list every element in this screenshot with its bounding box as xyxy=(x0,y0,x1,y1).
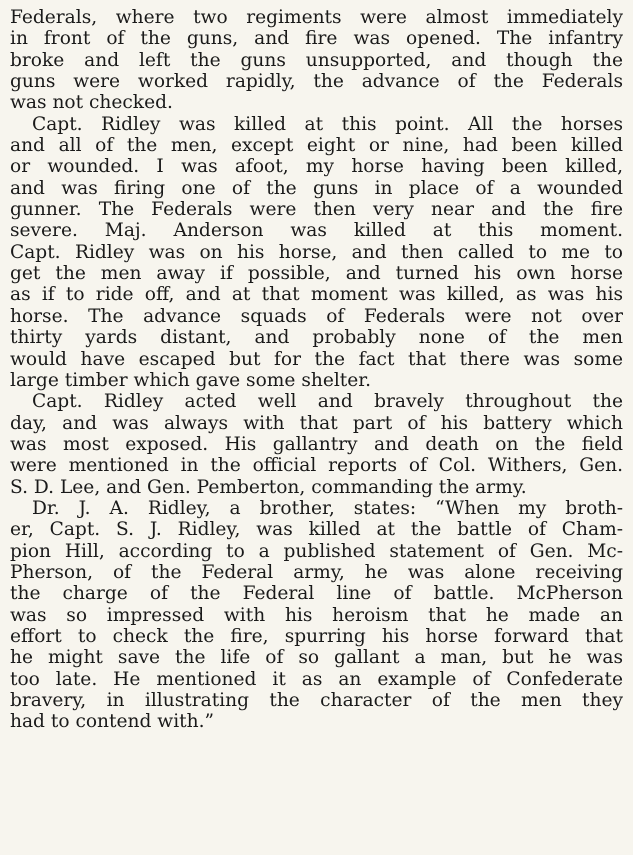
text-line: and was firing one of the guns in place of a wounded xyxy=(10,177,623,199)
text-line: gunner. The Federals were then very near and the fire xyxy=(10,199,623,221)
paragraph xyxy=(10,7,623,114)
text-line: pion Hill, according to a published statement of Gen. Mc- xyxy=(10,540,623,562)
text-line: was so impressed with his heroism that he made an xyxy=(10,604,623,626)
text-line: S. D. Lee, and Gen. Pemberton, commanding the army. xyxy=(10,476,527,498)
text-line: Pherson, of the Federal army, he was alone receiving xyxy=(10,561,623,583)
text-line: horse. The advance squads of Federals were not over xyxy=(10,305,623,327)
text-line: severe. Maj. Anderson was killed at this moment. xyxy=(10,220,623,242)
paragraph xyxy=(10,114,623,391)
text-line: day, and was always with that part of his battery which xyxy=(10,412,623,434)
text-line: the charge of the Federal line of battle. McPherson xyxy=(10,583,623,605)
text-line: Dr. J. A. Ridley, a brother, states: “When my broth- xyxy=(32,497,623,519)
text-line: as if to ride off, and at that moment was killed, as was his xyxy=(10,284,623,306)
text-line: was most exposed. His gallantry and death on the field xyxy=(10,433,623,455)
text-line: Capt. Ridley was on his horse, and then called to me to xyxy=(10,241,623,263)
text-line: or wounded. I was afoot, my horse having been killed, xyxy=(10,156,623,178)
text-line: guns were worked rapidly, the advance of the Federals xyxy=(10,71,623,93)
paragraph xyxy=(10,391,623,498)
text-line: broke and left the guns unsupported, and though the xyxy=(10,49,623,71)
text-line: would have escaped but for the fact that there was some xyxy=(10,348,623,370)
text-line: bravery, in illustrating the character of the men they xyxy=(10,690,623,711)
text-line: were mentioned in the official reports of Col. Withers, Gen. xyxy=(10,455,623,477)
text-line: Capt. Ridley acted well and bravely throughout the xyxy=(32,391,623,413)
text-line: too late. He mentioned it as an example of Confederate xyxy=(10,668,623,690)
text-line: had to contend with.” xyxy=(10,711,215,733)
text-line: was not checked. xyxy=(10,92,173,114)
text-line: thirty yards distant, and probably none of the men xyxy=(10,327,623,349)
document-page xyxy=(10,7,623,733)
text-line: er, Capt. S. J. Ridley, was killed at the battle of Cham- xyxy=(10,519,623,541)
text-line: and all of the men, except eight or nine, had been killed xyxy=(10,135,623,157)
text-line: Capt. Ridley was killed at this point. All the horses xyxy=(32,113,623,135)
paragraph xyxy=(10,498,623,733)
text-line: he might save the life of so gallant a man, but he was xyxy=(10,647,623,669)
text-line: Federals, where two regiments were almost immediately xyxy=(10,7,623,28)
text-line: in front of the guns, and fire was opened. The infantry xyxy=(10,28,623,50)
text-line: get the men away if possible, and turned his own horse xyxy=(10,263,623,285)
text-line: large timber which gave some shelter. xyxy=(10,369,372,391)
text-line: effort to check the fire, spurring his horse forward that xyxy=(10,625,623,647)
